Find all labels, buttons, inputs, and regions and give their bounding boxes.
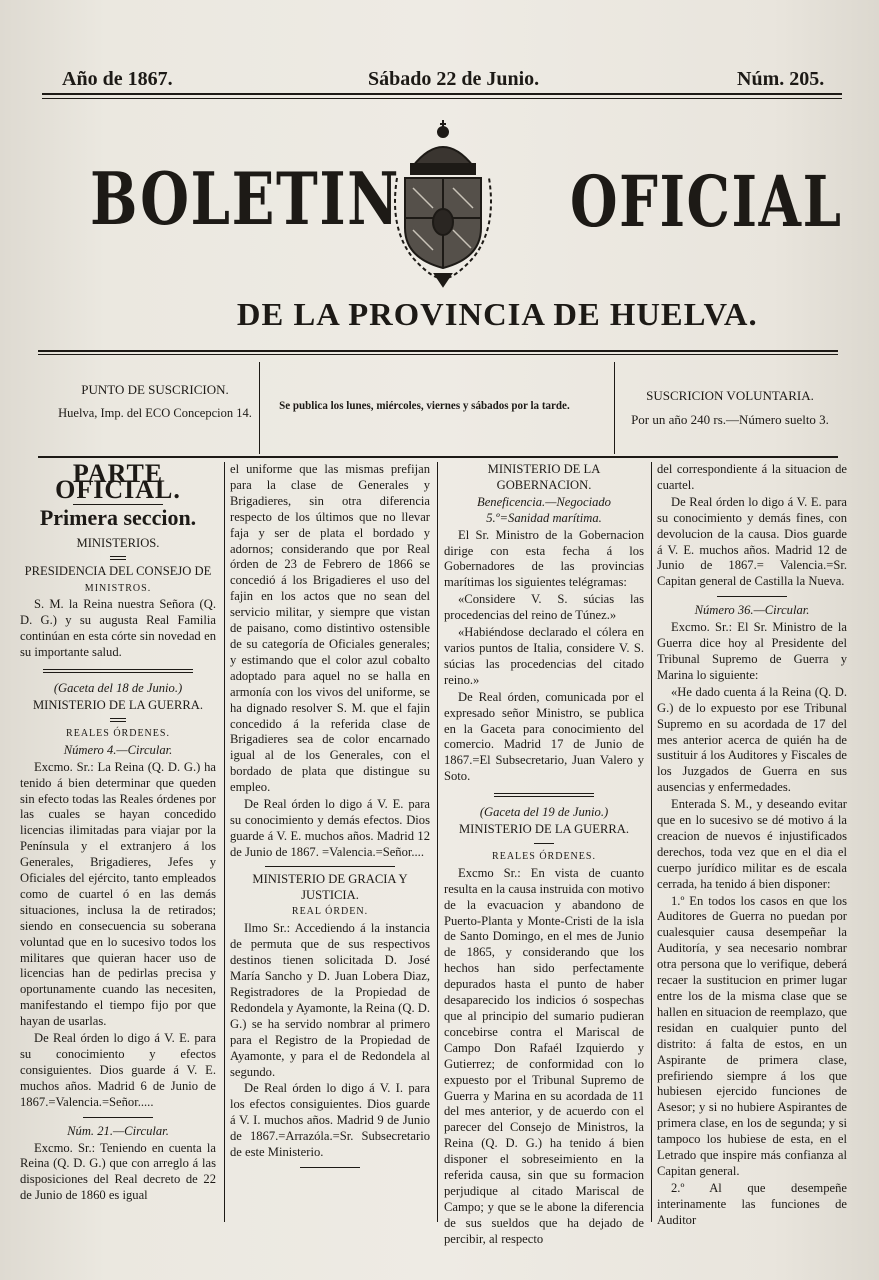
telegram-quote: «Considere V. S. súcias las procedencias del reino de Túnez.» [444, 592, 644, 623]
separator [83, 1117, 153, 1118]
info-rule-top [38, 350, 838, 352]
gaceta-reference: (Gaceta del 19 de Junio.) [479, 805, 609, 820]
article-paragraph: De Real órden lo digo á V. E. para su conocimiento y demás efectos. Dios guarde á V. E. muchos años. Madrid 12 de Junio de 1867. =Valencia.=Señor.... [230, 797, 430, 859]
issue-year: Año de 1867. [62, 68, 173, 90]
column-2 [230, 462, 430, 1174]
article-paragraph: Ilmo Sr.: Accediendo á la instancia de permuta que de sus respectivos destinos tienen solicitada D. José María Sancho y D. Juan Lobera Diaz, Registradores de la Propiedad de Redondela y Ayamonte, la Reina (Q. D. G.) se ha servido nombrar al primero para el Registro de la Propiedad de Ayamonte, y para el de Redondela al segundo. [230, 921, 430, 1079]
info-rule-bottom [38, 456, 838, 458]
reales-ordenes-heading: REALES ÓRDENES. [66, 727, 170, 739]
article-paragraph: «He dado cuenta á la Reina (Q. D. G.) de lo expuesto por ese Tribunal Supremo en su acordada de 17 del mes anterior acerca de quién ha de sustituir á los Auditores y Fiscales de los Juzgados de Guerra en sus ausencias y enfermedades. [657, 684, 847, 795]
article-paragraph: De Real órden lo digo á V. E. para su conocimiento y efectos consiguientes. Dios guarde á V. E. muchos años. Madrid 6 de Junio de 1867.=Valencia.=Señor..... [20, 1031, 216, 1109]
dateline-rule-thin [42, 98, 842, 99]
real-orden-heading: REAL ÓRDEN. [291, 906, 369, 918]
issue-number: Núm. 205. [737, 68, 825, 90]
masthead-oficial: OFICIAL [570, 160, 843, 243]
royal-coat-of-arms-icon [383, 118, 503, 288]
parte-oficial-heading: PARTE OFICIAL. [55, 459, 181, 504]
separator [717, 596, 787, 597]
telegram-quote: «Habiéndose declarado el cólera en varios puntos de Italia, considere V. S. súcias las procedencias del citado reino.» [444, 625, 644, 687]
article-paragraph: Enterada S. M., y deseando evitar que en lo sucesivo se dé motivo á la creacion de nuevos é injustificados derechos, toda vez que en el dia el cuerpo jurídico militar es de escala cerrada, ha tenido á bien disponer: [657, 797, 847, 891]
separator [300, 1167, 360, 1168]
column-divider-3 [651, 462, 652, 1222]
column-4 [657, 462, 847, 1230]
column-divider-2 [437, 462, 438, 1222]
subscription-price-text: Por un año 240 rs.—Número suelto 3. [631, 412, 829, 427]
column-3 [444, 462, 644, 1249]
subscription-point [52, 382, 258, 421]
ministros-subheading: MINISTROS. [84, 582, 152, 594]
subscription-price [620, 388, 840, 428]
article-paragraph: De Real órden lo digo á V. E. para su conocimiento y demás fines, con devolucion de la causa. Dios guarde á V. E. muchos años. Madrid 12 de Junio de 1867.= Valencia.=Sr. Capitan general de Castilla la Nueva. [657, 494, 847, 589]
article-paragraph: 2.º Al que desempeñe interinamente las funciones de Auditor [657, 1180, 847, 1227]
subscription-point-address: Huelva, Imp. del ECO Concepcion 14. [58, 406, 252, 420]
dateline-rule [42, 93, 842, 95]
article-paragraph: Excmo Sr.: En vista de cuanto resulta en la causa instruida con motivo de la evacuacion y abandono de Puerto-Planta y Monte-Cristi de la isla de Santo Domingo, en el mes de Junio de 1865, y considerando que los hechos han sido perfectamente depurados hasta el punto de haber desaparecido los indicios ó sospechas que al principio del sumario pudieran concebirse contra el Mariscal de Campo Don Rafaél Izquierdo y Gutierrez; de conformidad con lo expuesto por el Tribunal Supremo de Guerra y Marina en su acordada de 11 del mes anterior, y de acuerdo con el parecer del Consejo de Ministros, la Reina (Q. D. G.) ha tenido á bien disponer el sobreseimiento en la referida causa, sin que su formacion perjudique al citado Mariscal de Campo; y que se le abone la diferencia de sus sueldos que ha dejado de percibir, al respecto [444, 865, 644, 1246]
separator [43, 669, 193, 673]
article-paragraph: De Real órden lo digo á V. I. para los efectos consiguientes. Dios guarde á V. I. muchos años. Madrid 9 de Junio de 1867.=Arrazóla.=Sr. Subsecretario de este Ministerio. [230, 1081, 430, 1160]
separator [494, 793, 594, 797]
masthead-boletin: BOLETIN [90, 156, 401, 241]
article-paragraph: Excmo. Sr.: Teniendo en cuenta la Reina (Q. D. G.) que con arreglo á las disposiciones del Real decreto de 22 de Junio de 1860 es igual [20, 1140, 216, 1203]
ministerio-gracia-heading: MINISTERIO DE GRACIA Y JUSTICIA. [252, 871, 408, 902]
article-paragraph: 1.º En todos los casos en que los Auditores de Guerra no puedan por cualesquier causa desempeñar la Auditoría, y sea necesario nombrar otra persona que lo verifique, deberá recaer la sustitucion en primer lugar entre los de la misma clase que se hallen en situacion de reemplazo, que residan en cualquier punto del distrito: á falta de estos, en un Aspirante de primera clase, prefiriendo siempre á los que hubiesen ejercido funciones de Asesor; y si no hubiere Aspirantes de primera clase, en los de segunda; y si tampoco los hubiese de esta, en el Letrado que inspire más confianza al Capitan general. [657, 893, 847, 1178]
article-paragraph: el uniforme que las mismas prefijan para la clase de Generales y Brigadieres, sin otra diferencia respecto de los últimos que no llevar faja y ser de plata el bordado y adornos; considerando que por Real órden de 23 de Febrero de 1866 se concedió á los Brigadieres el uso del fajin en los actos que no sean del servicio militar, y siempre que vistan de paisano, como distintivo ostensible de su categoría de Oficiales generales; y estimando que el color azul cobalto adoptado para aquel no se halla en armonía con los vivos del uniforme, se ha dignado resolver S. M. que el fajin concedido á la referida clase de Brigadieres sea de color encarnado igual al de los Generales, con el bordado de plata que distingue su empleo. [230, 462, 430, 795]
info-divider-right [614, 362, 615, 454]
circular-number: Núm. 21.—Circular. [67, 1123, 169, 1138]
publication-schedule: Se publica los lunes, miércoles, viernes y sábados por la tarde. [279, 398, 570, 412]
separator [110, 718, 126, 722]
article-paragraph: Excmo. Sr.: La Reina (Q. D. G.) ha tenido á bien determinar que queden sin efecto todas las Reales órdenes por las cuales se hayan concedido licencias ilimitadas para viajar por la Península y el extranjero á los Generales, Brigadieres, Jefes y Oficiales del ejército, tanto empleados como de cuartel ó en las demás situaciones, inclusa la de retirados; siendo en consecuencia su soberana voluntad que en lo sucesivo todos los militares que quieran hacer uso de licencias han de pedirlas precisa y oportunamente cuando las necesiten, manifestando el tiempo fijo por que hayan de usarlas. [20, 759, 216, 1029]
article-paragraph: del correspondiente á la situacion de cuartel. [657, 462, 847, 492]
article-paragraph: Excmo. Sr.: El Sr. Ministro de la Guerra dice hoy al Presidente del Tribunal Supremo de Guerra y Marina lo siguiente: [657, 620, 847, 682]
primera-seccion-heading: Primera seccion. [39, 504, 197, 530]
issue-date: Sábado 22 de Junio. [368, 68, 540, 90]
article-paragraph: El Sr. Ministro de la Gobernacion dirige con esta fecha á los Gobernadores de las provincias marítimas los siguientes telégramas: [444, 527, 644, 590]
info-divider-left [259, 362, 260, 454]
ministerio-guerra-heading: MINISTERIO DE LA GUERRA. [458, 822, 629, 837]
separator [534, 843, 554, 844]
presidencia-heading: PRESIDENCIA DEL CONSEJO DE [24, 563, 212, 578]
article-paragraph: S. M. la Reina nuestra Señora (Q. D. G.) y su augusta Real Familia continúan en esta córte sin novedad en su importante salud. [20, 597, 216, 660]
column-1 [20, 459, 216, 1205]
column-divider-1 [224, 462, 225, 1222]
circular-number: Número 36.—Circular. [694, 603, 810, 618]
separator [265, 866, 395, 867]
masthead-subtitle: DE LA PROVINCIA DE HUELVA. [236, 296, 758, 332]
circular-number: Número 4.—Circular. [63, 742, 173, 757]
subscription-point-title: PUNTO DE SUSCRICION. [81, 382, 229, 397]
info-rule-top-thin [38, 354, 838, 355]
gaceta-reference: (Gaceta del 18 de Junio.) [53, 681, 183, 696]
ministerios-heading: MINISTERIOS. [76, 535, 160, 550]
subscription-price-title: SUSCRICION VOLUNTARIA. [646, 388, 814, 403]
ministerio-gobernacion-heading: MINISTERIO DE LA GOBERNACION. [487, 462, 601, 492]
reales-ordenes-heading: REALES ÓRDENES. [492, 850, 596, 862]
ministerio-guerra-heading: MINISTERIO DE LA GUERRA. [32, 697, 203, 712]
beneficencia-subheading: Beneficencia.—Negociado 5.º=Sanidad marítima. [477, 494, 611, 525]
separator [110, 556, 126, 560]
article-paragraph: De Real órden, comunicada por el expresado señor Ministro, se publica en la Gaceta para conocimiento del comercio. Madrid 17 de Junio de 1867.=El Subsecretario, Juan Valero y Soto. [444, 689, 644, 784]
